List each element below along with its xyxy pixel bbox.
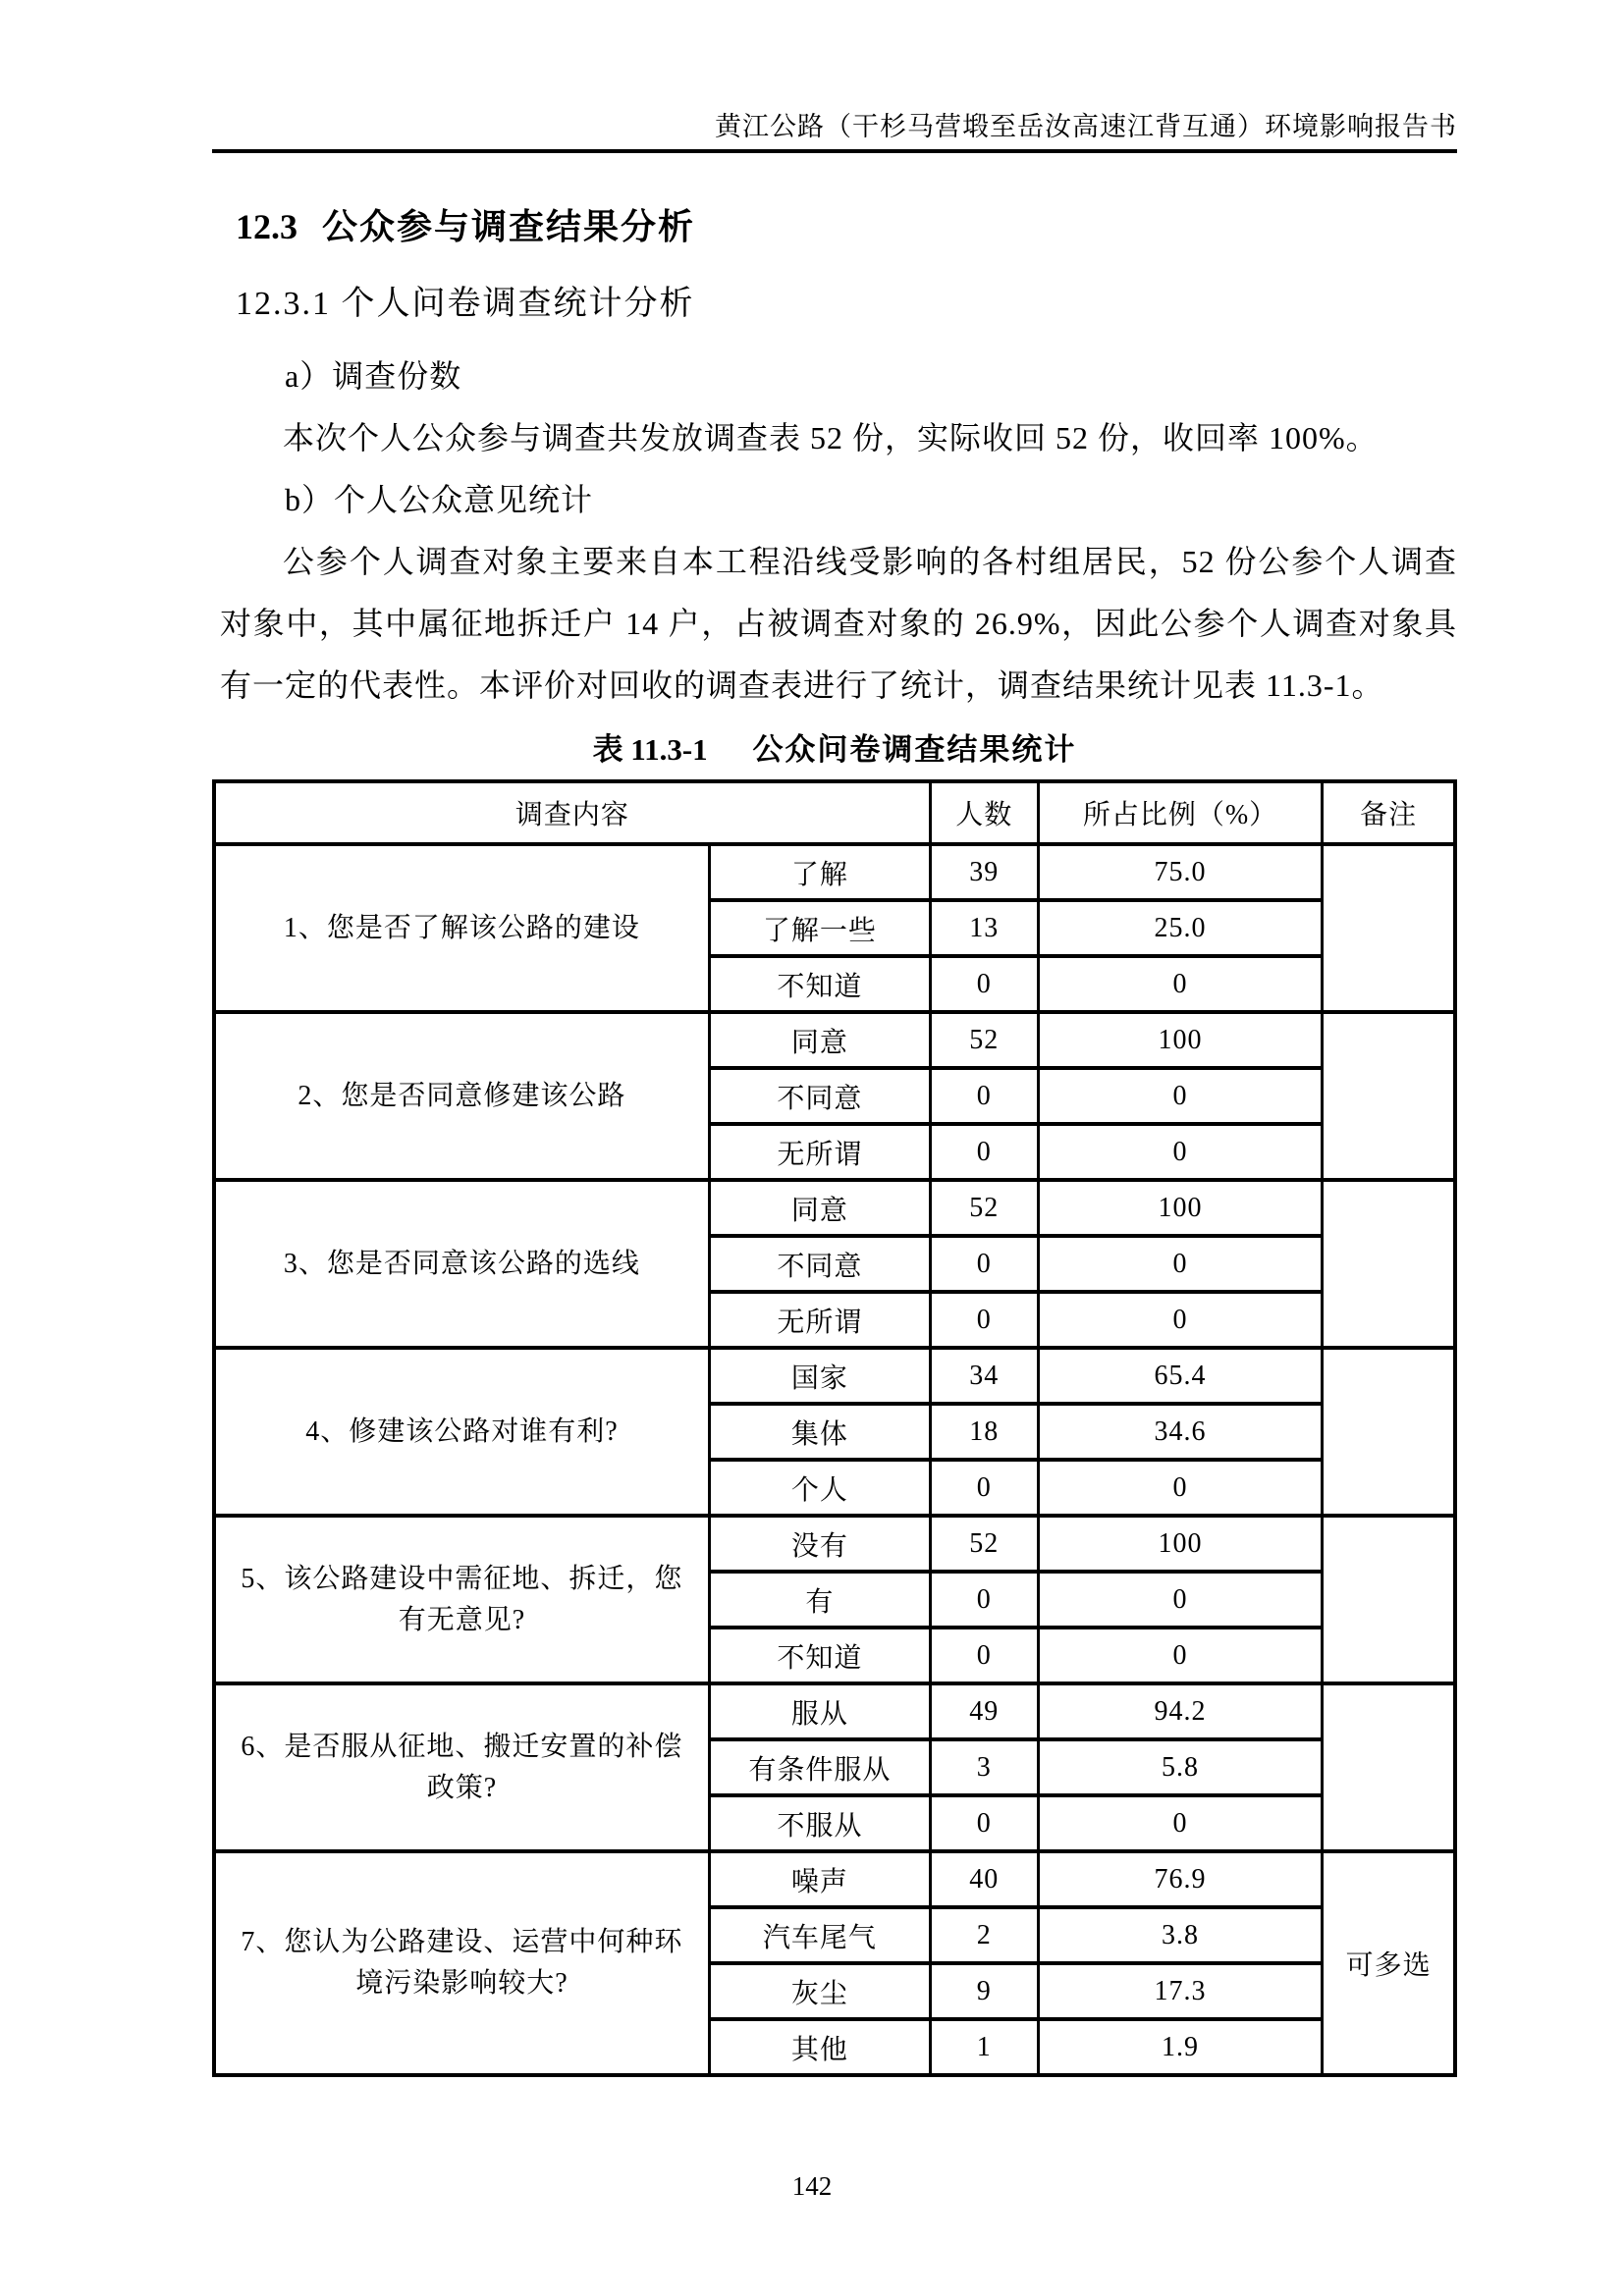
page-number: 142 — [791, 2171, 833, 2201]
table-row — [214, 1516, 1455, 1572]
count-cell: 9 — [930, 1963, 1038, 2019]
table-caption — [212, 730, 1457, 770]
percent-cell: 100 — [1038, 1516, 1322, 1572]
column-header-percent: 所占比例（%） — [1038, 781, 1322, 844]
section-heading-12-3 — [236, 204, 1457, 249]
option-cell: 同意 — [709, 1180, 930, 1236]
option-cell: 没有 — [709, 1516, 930, 1572]
table-row — [214, 1683, 1455, 1739]
section-number: 12.3 — [236, 207, 298, 246]
percent-cell: 3.8 — [1038, 1907, 1322, 1963]
table-row — [214, 1012, 1455, 1068]
table-caption-title: 公众问卷调查结果统计 — [752, 732, 1077, 767]
page-header — [212, 0, 1457, 153]
option-cell: 国家 — [709, 1348, 930, 1404]
percent-cell: 1.9 — [1038, 2019, 1322, 2075]
option-cell: 其他 — [709, 2019, 930, 2075]
option-cell: 无所谓 — [709, 1124, 930, 1180]
percent-cell: 0 — [1038, 1628, 1322, 1683]
section-title: 公众参与调查结果分析 — [322, 206, 696, 246]
question-cell: 3、您是否同意该公路的选线 — [214, 1180, 709, 1348]
question-cell: 1、您是否了解该公路的建设 — [214, 844, 709, 1012]
survey-results-table — [212, 779, 1457, 2077]
question-cell: 7、您认为公路建设、运营中何种环境污染影响较大? — [214, 1851, 709, 2075]
count-cell: 0 — [930, 1628, 1038, 1683]
subsection-heading-12-3-1: 12.3.1 个人问卷调查统计分析 — [236, 286, 695, 322]
count-cell: 18 — [930, 1404, 1038, 1460]
question-cell: 4、修建该公路对谁有利? — [214, 1348, 709, 1516]
count-cell: 2 — [930, 1907, 1038, 1963]
remark-cell — [1323, 844, 1455, 1012]
count-cell: 0 — [930, 1292, 1038, 1348]
count-cell: 39 — [930, 844, 1038, 900]
percent-cell: 0 — [1038, 1236, 1322, 1292]
count-cell: 52 — [930, 1012, 1038, 1068]
count-cell: 0 — [930, 1460, 1038, 1516]
percent-cell: 100 — [1038, 1180, 1322, 1236]
remark-cell — [1323, 1516, 1455, 1683]
remark-cell — [1323, 1348, 1455, 1516]
count-cell: 1 — [930, 2019, 1038, 2075]
percent-cell: 0 — [1038, 1572, 1322, 1628]
count-cell: 0 — [930, 1795, 1038, 1851]
option-cell: 集体 — [709, 1404, 930, 1460]
table-row — [214, 1348, 1455, 1404]
option-cell: 汽车尾气 — [709, 1907, 930, 1963]
percent-cell: 0 — [1038, 1460, 1322, 1516]
count-cell: 0 — [930, 1124, 1038, 1180]
option-cell: 了解 — [709, 844, 930, 900]
body-text-block — [212, 346, 1457, 717]
percent-cell: 34.6 — [1038, 1404, 1322, 1460]
option-cell: 有 — [709, 1572, 930, 1628]
option-cell: 个人 — [709, 1460, 930, 1516]
column-header-survey-content: 调查内容 — [214, 781, 930, 844]
table-header-row — [214, 781, 1455, 844]
option-cell: 不知道 — [709, 956, 930, 1012]
percent-cell: 17.3 — [1038, 1963, 1322, 2019]
count-cell: 3 — [930, 1739, 1038, 1795]
percent-cell: 100 — [1038, 1012, 1322, 1068]
question-cell: 6、是否服从征地、搬迁安置的补偿政策? — [214, 1683, 709, 1851]
remark-cell — [1323, 1012, 1455, 1180]
question-cell: 5、该公路建设中需征地、拆迁，您有无意见? — [214, 1516, 709, 1683]
option-cell: 同意 — [709, 1012, 930, 1068]
option-cell: 无所谓 — [709, 1292, 930, 1348]
percent-cell: 5.8 — [1038, 1739, 1322, 1795]
remark-cell — [1323, 1180, 1455, 1348]
remark-cell: 可多选 — [1323, 1851, 1455, 2075]
count-cell: 49 — [930, 1683, 1038, 1739]
count-cell: 13 — [930, 900, 1038, 956]
table-row — [214, 844, 1455, 900]
option-cell: 不同意 — [709, 1236, 930, 1292]
table-row — [214, 1180, 1455, 1236]
percent-cell: 25.0 — [1038, 900, 1322, 956]
option-cell: 不服从 — [709, 1795, 930, 1851]
column-header-count: 人数 — [930, 781, 1038, 844]
count-cell: 52 — [930, 1516, 1038, 1572]
running-header-title: 黄江公路（干杉马营塅至岳汝高速江背互通）环境影响报告书 — [715, 112, 1457, 141]
percent-cell: 76.9 — [1038, 1851, 1322, 1907]
paragraph-survey-respondents: 公参个人调查对象主要来自本工程沿线受影响的各村组居民，52 份公参个人调查对象中，其中属征地拆迁户 14 户，占被调查对象的 26.9%，因此公参个人调查对象具有一定的代表性。本评价对回收的调查表进行了统计，调查结果统计见表 11.3-1。 — [220, 544, 1457, 703]
option-cell: 了解一些 — [709, 900, 930, 956]
percent-cell: 0 — [1038, 1068, 1322, 1124]
percent-cell: 75.0 — [1038, 844, 1322, 900]
percent-cell: 0 — [1038, 1292, 1322, 1348]
option-cell: 噪声 — [709, 1851, 930, 1907]
option-cell: 灰尘 — [709, 1963, 930, 2019]
question-cell: 2、您是否同意修建该公路 — [214, 1012, 709, 1180]
count-cell: 0 — [930, 1236, 1038, 1292]
option-cell: 不同意 — [709, 1068, 930, 1124]
count-cell: 0 — [930, 956, 1038, 1012]
table-caption-label: 表 11.3-1 — [592, 732, 708, 767]
count-cell: 40 — [930, 1851, 1038, 1907]
option-cell: 服从 — [709, 1683, 930, 1739]
count-cell: 34 — [930, 1348, 1038, 1404]
paragraph-survey-copies: 本次个人公众参与调查共发放调查表 52 份，实际收回 52 份，收回率 100%。 — [283, 420, 1379, 455]
option-cell: 不知道 — [709, 1628, 930, 1683]
percent-cell: 65.4 — [1038, 1348, 1322, 1404]
percent-cell: 0 — [1038, 1124, 1322, 1180]
percent-cell: 0 — [1038, 1795, 1322, 1851]
percent-cell: 94.2 — [1038, 1683, 1322, 1739]
list-item-a: a）调查份数 — [285, 358, 462, 394]
percent-cell: 0 — [1038, 956, 1322, 1012]
count-cell: 0 — [930, 1572, 1038, 1628]
list-item-b: b）个人公众意见统计 — [285, 482, 594, 517]
remark-cell — [1323, 1683, 1455, 1851]
table-row — [214, 1851, 1455, 1907]
option-cell: 有条件服从 — [709, 1739, 930, 1795]
count-cell: 0 — [930, 1068, 1038, 1124]
column-header-remark: 备注 — [1323, 781, 1455, 844]
count-cell: 52 — [930, 1180, 1038, 1236]
